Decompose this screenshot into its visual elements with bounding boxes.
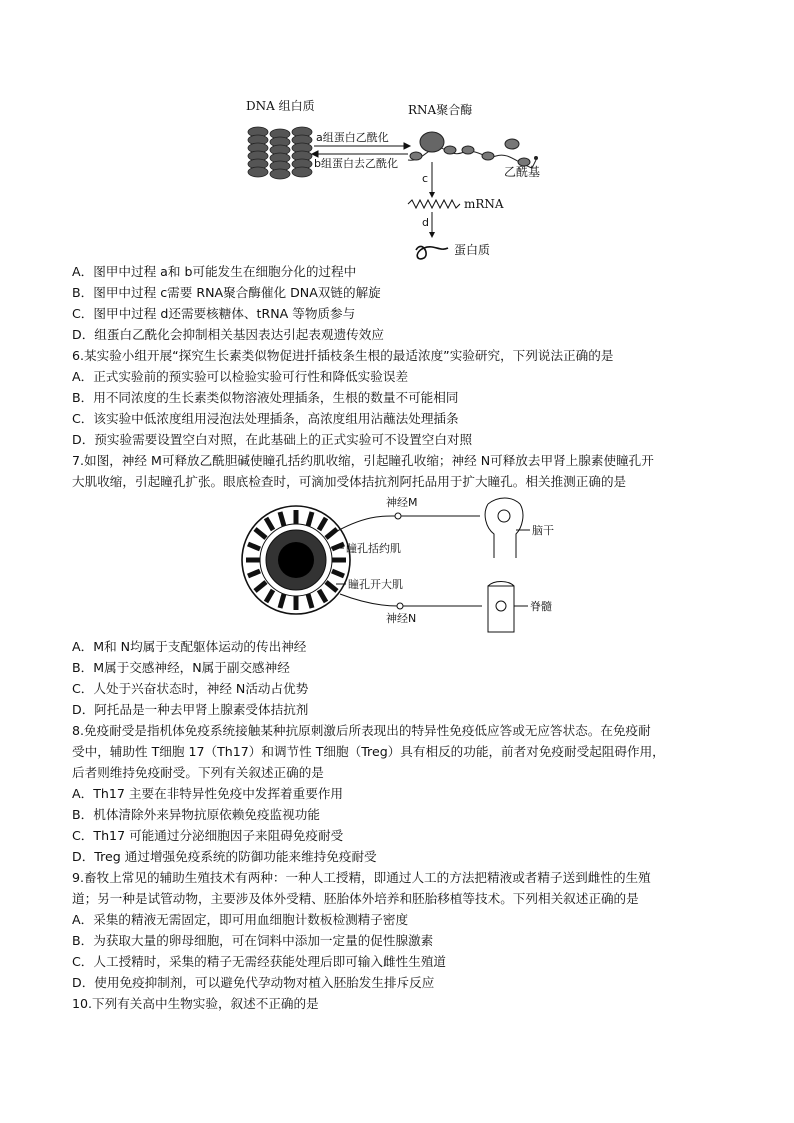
condensed-chromatin [248, 127, 312, 179]
pupil-innervation-diagram [236, 494, 596, 636]
q7-stem-line-2: 大肌收缩，引起瞳孔扩张。眼底检查时，可滴加受体拮抗剂阿托品用于扩大瞳孔。相关推测正确的是 [72, 474, 627, 489]
q7-option-c: C．人处于兴奋状态时，神经 N活动占优势 [72, 681, 309, 696]
chromatin-acetylation-diagram [236, 90, 566, 262]
q7-option-a: A．M和 N均属于支配躯体运动的传出神经 [72, 639, 307, 654]
q5-option-a: A．图甲中过程 a和 b可能发生在细胞分化的过程中 [72, 264, 357, 279]
dilator-label: 瞳孔开大肌 [348, 578, 403, 591]
acetyl-label: 乙酰基 [504, 165, 541, 179]
q8-option-a: A．Th17 主要在非特异性免疫中发挥着重要作用 [72, 786, 344, 801]
sphincter-label: 瞳孔括约肌 [346, 542, 401, 555]
q9-option-b: B．为获取大量的卵母细胞，可在饲料中添加一定量的促性腺激素 [72, 933, 434, 948]
q8-option-d: D．Treg 通过增强免疫系统的防御功能来维持免疫耐受 [72, 849, 377, 864]
q8-stem-line-1: 8.免疫耐受是指机体免疫系统接触某种抗原刺激后所表现出的特异性免疫低应答或无应答状态。在免疫耐 [72, 723, 651, 738]
mrna-strand [408, 200, 460, 208]
q7-option-b: B．M属于交感神经，N属于副交感神经 [72, 660, 290, 675]
arrow-b-label: b组蛋白去乙酰化 [314, 157, 398, 170]
q9-option-a: A．采集的精液无需固定，即可用血细胞计数板检测精子密度 [72, 912, 409, 927]
protein-label: 蛋白质 [454, 243, 491, 257]
iris-icon [242, 506, 350, 614]
q9-option-d: D．使用免疫抑制剂，可以避免代孕动物对植入胚胎发生排斥反应 [72, 975, 435, 990]
q6-option-c: C．该实验中低浓度组用浸泡法处理插条，高浓度组用沾蘸法处理插条 [72, 411, 459, 426]
rna-polymerase-icon [420, 132, 444, 152]
q8-option-c: C．Th17 可能通过分泌细胞因子来阻碍免疫耐受 [72, 828, 344, 843]
q5-option-c: C．图甲中过程 d还需要核糖体、tRNA 等物质参与 [72, 306, 356, 321]
q6-option-b: B．用不同浓度的生长素类似物溶液处理插条，生根的数量不可能相同 [72, 390, 459, 405]
brainstem-neuron-icon [498, 510, 510, 522]
nerve-m-label: 神经M [386, 496, 418, 509]
q8-stem-line-2: 受中，辅助性 T细胞 17（Th17）和调节性 T细胞（Treg）具有相反的功能，前者对免疫耐受起阻碍作用， [72, 744, 665, 759]
q8-option-b: B．机体清除外来异物抗原依赖免疫监视功能 [72, 807, 320, 822]
q7-stem-line-1: 7.如图，神经 M可释放乙酰胆碱使瞳孔括约肌收缩，引起瞳孔收缩；神经 N可释放去甲肾上腺素使瞳孔开 [72, 453, 654, 468]
q6-option-a: A．正式实验前的预实验可以检验实验可行性和降低实验误差 [72, 369, 409, 384]
q7-option-d: D．阿托品是一种去甲肾上腺素受体拮抗剂 [72, 702, 309, 717]
q9-stem-line-1: 9.畜牧上常见的辅助生殖技术有两种：一种人工授精，即通过人工的方法把精液或者精子送到雌性的生殖 [72, 870, 651, 885]
q5-option-b: B．图甲中过程 c需要 RNA聚合酶催化 DNA双链的解旋 [72, 285, 381, 300]
protein-icon [416, 246, 448, 258]
q10-stem: 10.下列有关高中生物实验，叙述不正确的是 [72, 996, 319, 1011]
dna-chromatin-label: DNA 组白质 [246, 99, 315, 113]
nerve-n-label: 神经N [386, 612, 417, 625]
open-chromatin [408, 132, 538, 168]
rna-polymerase-label: RNA聚合酶 [408, 103, 473, 117]
q8-stem-line-3: 后者则维持免疫耐受。下列有关叙述正确的是 [72, 765, 324, 780]
arrow-c-label: c [422, 172, 429, 185]
mrna-label: mRNA [464, 197, 504, 211]
q5-option-d: D．组蛋白乙酰化会抑制相关基因表达引起表观遗传效应 [72, 327, 384, 342]
q6-option-d: D．预实验需要设置空白对照，在此基础上的正式实验可不设置空白对照 [72, 432, 473, 447]
q9-option-c: C．人工授精时，采集的精子无需经获能处理后即可输入雌性生殖道 [72, 954, 447, 969]
arrow-d-label: d [422, 216, 429, 229]
arrow-a-label: a组蛋白乙酰化 [316, 131, 389, 144]
q9-stem-line-2: 道；另一种是试管动物，主要涉及体外受精、胚胎体外培养和胚胎移植等技术。下列相关叙述正确的是 [72, 891, 639, 906]
spinal-cord-label: 脊髓 [530, 600, 552, 613]
brainstem-label: 脑干 [532, 524, 554, 537]
q6-stem: 6.某实验小组开展“探究生长素类似物促进扦插枝条生根的最适浓度”实验研究，下列说法正确的是 [72, 348, 614, 363]
acetylation-arrows [312, 143, 410, 157]
